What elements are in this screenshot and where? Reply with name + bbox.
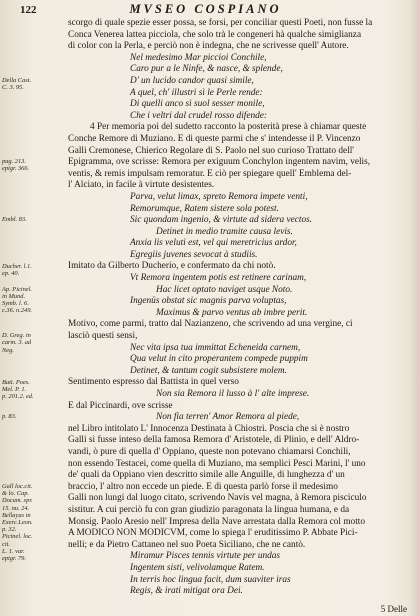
text-line: Imitato da Gilberto Ducherio, e confermato da chi notò. bbox=[68, 261, 276, 272]
verse-line: Regis, & irati mitigat ora Dei. bbox=[130, 586, 243, 597]
margin-note bbox=[2, 77, 64, 91]
verse-line: Nec vita ipsa tua immittat Echeneida carnem, bbox=[130, 342, 301, 353]
verse-line: Non sia Remora il lusso à l' alte imprese. bbox=[156, 389, 310, 399]
margin-note bbox=[2, 158, 64, 172]
text-line: Monsig. Paolo Aresio nell' Impresa della Nave arrestata dalla Remora col motto bbox=[68, 516, 366, 527]
verse-line: Caro pur a le Ninfe, & nasce, & splende, bbox=[130, 64, 283, 75]
text-line: non essendo Testacei, come quella di Muziano, ma semplici Pesci Marini, l' uno bbox=[68, 458, 366, 469]
margin-note-line: C. 3. 95. bbox=[2, 84, 24, 92]
margin-note-line: carm. 3. ad bbox=[2, 339, 32, 347]
margin-note-line: 15. nu. 24. bbox=[2, 504, 30, 512]
margin-note-line: Bellayus in bbox=[2, 511, 31, 519]
verse-line: Hac licet optato naviget usque Noto. bbox=[156, 284, 293, 295]
text-line: Galli non lungi dal luogo citato, scrivendo Navis vel magna, à Remora pisciculo bbox=[68, 493, 367, 504]
text-line: 4 Per memoria poi del sudetto racconto la posterità prese à chiamar queste bbox=[90, 122, 367, 133]
verse-line: Miramur Pisces tennis virtute per undas bbox=[130, 551, 281, 562]
verse-line: Nel medesimo Mar piccioi Conchile, bbox=[130, 52, 267, 63]
margin-note-line: p. 32. bbox=[2, 526, 17, 534]
text-line: lasciò questi sensi, bbox=[68, 331, 138, 342]
margin-note-line: p. 83. bbox=[2, 413, 17, 421]
margin-note-line: Ducher. l.1. bbox=[2, 262, 32, 270]
verse-line: In terris hoc lingua facit, dum suaviter iras bbox=[130, 574, 291, 585]
verse-line: Egregiis juvenes sevocat à studiis. bbox=[130, 249, 258, 260]
text-line: Motivo, come parmi, tratto dal Nazianzeno, che scrivendo ad una vergine, ci bbox=[68, 319, 353, 330]
margin-note bbox=[2, 216, 64, 223]
text-line: Epigramma, ove scrisse: Remora per exiguum Conchylon ingentem navim, velis, bbox=[68, 157, 371, 168]
text-line: sistitur. A cui perciò fu con gran giudizio paragonata la lingua humana, e da bbox=[68, 504, 350, 515]
text-line: vandi, ò pure di quella d' Oppiano, queste non potevano chiamarsi Conchili, bbox=[68, 446, 351, 457]
margin-note-line: epigr. 366. bbox=[2, 165, 30, 173]
margin-note-line: Docum. spr. bbox=[2, 497, 33, 505]
margin-note bbox=[2, 286, 64, 315]
margin-note-line: Della Cast. bbox=[2, 77, 32, 84]
page-header bbox=[20, 2, 411, 18]
text-line: braccio, l' altro non eccede un piede. E di questa parlò forse il medesimo bbox=[68, 481, 338, 492]
text-line: Galli sì fusse inteso della famosa Remora d' Aristotele, di Plinio, e dell' Aldro- bbox=[68, 435, 360, 446]
margin-note-line: & lo. Cap. bbox=[2, 490, 29, 498]
margin-note-line: epigr. 79. bbox=[2, 555, 26, 563]
margin-note-line: Mel. P. 1. bbox=[2, 385, 27, 393]
text-line: Conca Venerea lattea picciola, che solo trà le congeneri hà qualche simiglianza bbox=[68, 29, 362, 40]
body-text bbox=[68, 18, 413, 598]
text-line: ventis, & remis impulsam remoratur. E ciò per spiegare quell' Emblema del- bbox=[68, 168, 352, 179]
margin-note-line: Exerc.Leon. bbox=[2, 519, 33, 527]
margin-note bbox=[2, 332, 64, 354]
text-line: A MODICO NON MODICVM, come lo spiega l' eruditissimo P. Abbate Pici- bbox=[68, 528, 358, 539]
text-line: scorgo di quale spezie esser possa, se forsi, per conciliar questi Poeti, non fusse la bbox=[68, 18, 373, 28]
margin-note-line: L. 1. var. bbox=[2, 547, 25, 555]
verse-line: Che i veltri dal crudel rosso difende: bbox=[130, 110, 268, 121]
margin-note bbox=[2, 379, 64, 401]
verse-line: Maximus & parvo ventus ab imbre perit. bbox=[156, 307, 308, 318]
text-line: Sentimento espresso dal Battista in quel verso bbox=[68, 377, 239, 388]
verse-line: Anxia lis veluti est, vel qui meretricius ardor, bbox=[130, 238, 297, 249]
text-line: Conche Remore di Muziano. E di queste parmi che s' intendesse il P. Vincenzo bbox=[68, 133, 361, 144]
text-line: Galli Cremonese, Chierico Regolare di S. Paolo nel suo curioso Trattato dell' bbox=[68, 145, 354, 156]
verse-line: Detinet, & tantum cogit subsistere molem. bbox=[130, 365, 287, 376]
verse-line: Qua velut in cito properantem compede puppim bbox=[130, 354, 308, 365]
margin-note-line: p. 201.2. ed. bbox=[2, 393, 34, 400]
verse-line: Parva, velut limax, spreto Remora impete venti, bbox=[130, 191, 308, 202]
verse-line: Ingenüs obstat sic magnis parva voluptas, bbox=[130, 296, 287, 307]
margin-note-line: Embl. 83. bbox=[2, 216, 27, 224]
verse-line: Ingentem sisti, velivolamque Ratem. bbox=[130, 562, 265, 573]
margin-note-line: Picinel. loc. bbox=[2, 533, 33, 541]
verse-line: Remorumque, Ratem sistere sola potest. bbox=[130, 203, 279, 214]
verse-line: A quel, ch' illustri sì le Perle rende: bbox=[130, 87, 263, 98]
margin-note-line: D. Greg. in bbox=[2, 332, 31, 340]
catchword: 5 Delle bbox=[380, 604, 407, 614]
margin-note bbox=[2, 483, 64, 562]
margin-note-line: cit. bbox=[2, 540, 10, 548]
verse-line: Non fia terren' Amor Remora al piede, bbox=[156, 412, 300, 423]
page-fold-shadow bbox=[409, 0, 419, 616]
text-line: nel Libro intitolato L' Innocenza Destinata à Chiostri. Poscia che si è nostro bbox=[68, 423, 350, 434]
margin-note-line: Batt. Poes. bbox=[2, 378, 30, 386]
text-line: E dal Piccinardi, ove scrisse bbox=[68, 400, 173, 411]
page-number: 122 bbox=[20, 4, 37, 16]
text-line: l' Alciato, in facile à virtute desistentes. bbox=[68, 180, 215, 191]
verse-line: Di quelli anco sì suol sesser monile, bbox=[130, 99, 265, 110]
margin-note-line: Gall loc.cit. bbox=[2, 483, 33, 490]
text-line: de' quali da Oppiano vien descritto simile alle Anguille, di lunghezza d' un bbox=[68, 470, 345, 481]
verse-line: Sic quondam ingenio, & virtute ad sidera vectos. bbox=[130, 215, 313, 226]
verse-line: D' un lucido candor quasi simile, bbox=[130, 75, 254, 86]
margin-note-line: Neg. bbox=[2, 346, 14, 354]
margin-note bbox=[2, 413, 64, 420]
running-head: MVSEO COSPIANO bbox=[129, 2, 282, 16]
margin-note-line: pag. 213. bbox=[2, 158, 26, 166]
margin-note-line: c.36. n.249. bbox=[2, 307, 32, 315]
text-line: nelli; e da Pietro Cattaneo nel suo Poeta Siciliano, che ne cantò. bbox=[68, 539, 306, 550]
verse-line: Detinet in medio tramite causa levis. bbox=[156, 226, 293, 237]
margin-note bbox=[2, 263, 64, 277]
margin-note-line: Ap. Picinel. bbox=[2, 285, 32, 293]
verse-line: Vt Remora ingentem potis est retinere carinam, bbox=[130, 273, 307, 284]
margin-note-line: ep. 40. bbox=[2, 269, 20, 277]
margin-note-line: Symb. l. 6. bbox=[2, 300, 29, 308]
margin-note-line: in Mund. bbox=[2, 293, 26, 300]
text-line: di color con la Perla, e perciò non è indegna, che ne scrivesse quell' Autore. bbox=[68, 41, 349, 52]
